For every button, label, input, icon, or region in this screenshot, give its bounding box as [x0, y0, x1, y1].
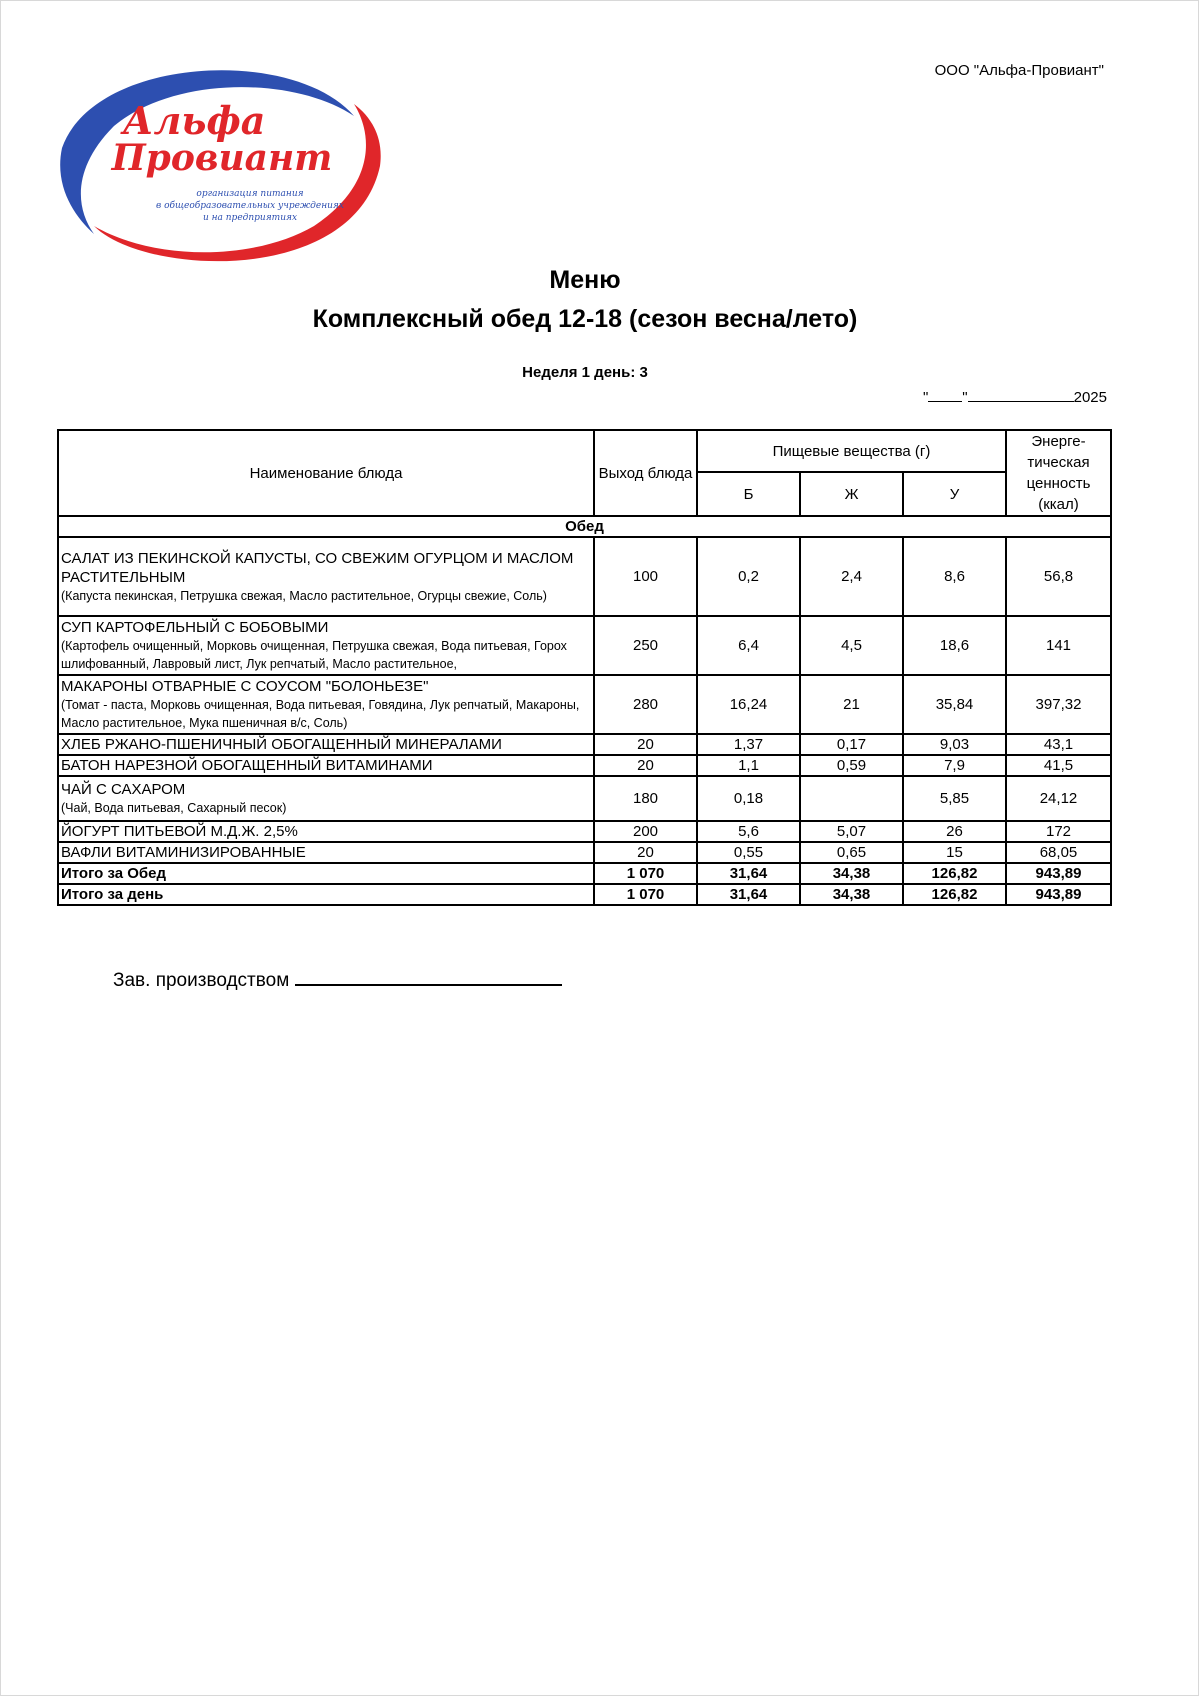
dish-carbs: 35,84 — [903, 675, 1006, 734]
total-carbs: 126,82 — [903, 863, 1006, 884]
menu-table — [57, 429, 1112, 906]
date-day-blank — [928, 387, 962, 402]
dish-output: 20 — [594, 755, 697, 776]
dish-ingredients: (Томат - паста, Морковь очищенная, Вода питьевая, Говядина, Лук репчатый, Макароны, Масло растительное, Мука пшеничная в/с, Соль) — [61, 698, 580, 730]
section-lunch: Обед — [58, 516, 1111, 537]
header-dish-name: Наименование блюда — [58, 430, 594, 516]
dish-kcal: 43,1 — [1006, 734, 1111, 755]
alfa-proviant-logo — [54, 56, 390, 270]
dish-protein: 0,55 — [697, 842, 800, 863]
dish-kcal: 397,32 — [1006, 675, 1111, 734]
dish-output: 100 — [594, 537, 697, 616]
dish-protein: 1,37 — [697, 734, 800, 755]
table-row — [58, 537, 1111, 616]
total-output: 1 070 — [594, 884, 697, 905]
svg-text:Провиант: Провиант — [111, 137, 333, 179]
dish-protein: 16,24 — [697, 675, 800, 734]
table-row — [58, 616, 1111, 675]
page-subtitle: Комплексный обед 12-18 (сезон весна/лето) — [312, 305, 858, 333]
header-fat: Ж — [800, 472, 903, 516]
page-title: Меню — [549, 266, 621, 294]
table-row — [58, 675, 1111, 734]
header-nutrients: Пищевые вещества (г) — [697, 430, 1006, 472]
dish-output: 180 — [594, 776, 697, 821]
dish-fat: 0,65 — [800, 842, 903, 863]
dish-protein: 1,1 — [697, 755, 800, 776]
dish-kcal: 41,5 — [1006, 755, 1111, 776]
header-protein: Б — [697, 472, 800, 516]
dish-ingredients: (Картофель очищенный, Морковь очищенная, Петрушка свежая, Вода питьевая, Горох шлифованный, Лавровый лист, Лук репчатый, Масло растительное, — [61, 639, 567, 671]
dish-fat: 21 — [800, 675, 903, 734]
dish-fat: 4,5 — [800, 616, 903, 675]
total-fat: 34,38 — [800, 884, 903, 905]
dish-carbs: 7,9 — [903, 755, 1006, 776]
dish-fat: 0,59 — [800, 755, 903, 776]
dish-name: ВАФЛИ ВИТАМИНИЗИРОВАННЫЕ — [61, 844, 306, 861]
dish-name: ЧАЙ С САХАРОМ — [61, 781, 186, 798]
dish-carbs: 18,6 — [903, 616, 1006, 675]
week-day-label: Неделя 1 день: 3 — [522, 364, 648, 381]
dish-carbs: 15 — [903, 842, 1006, 863]
date-month-blank — [968, 387, 1074, 402]
svg-text:и на предприятиях: и на предприятиях — [202, 213, 298, 223]
dish-output: 200 — [594, 821, 697, 842]
company-name: ООО "Альфа-Провиант" — [934, 62, 1104, 79]
date-open-quote: " — [922, 389, 929, 406]
dish-kcal: 141 — [1006, 616, 1111, 675]
total-kcal: 943,89 — [1006, 884, 1111, 905]
signature-line — [295, 966, 562, 986]
dish-fat: 2,4 — [800, 537, 903, 616]
dish-kcal: 24,12 — [1006, 776, 1111, 821]
dish-kcal: 56,8 — [1006, 537, 1111, 616]
total-kcal: 943,89 — [1006, 863, 1111, 884]
dish-carbs: 8,6 — [903, 537, 1006, 616]
total-label: Итого за день — [58, 884, 594, 905]
table-row — [58, 776, 1111, 821]
dish-kcal: 68,05 — [1006, 842, 1111, 863]
dish-output: 280 — [594, 675, 697, 734]
table-row — [58, 734, 1111, 755]
date-year: 2025 — [1073, 389, 1107, 406]
table-row — [58, 755, 1111, 776]
header-carbs: У — [903, 472, 1006, 516]
total-carbs: 126,82 — [903, 884, 1006, 905]
total-protein: 31,64 — [697, 884, 800, 905]
dish-output: 250 — [594, 616, 697, 675]
dish-protein: 0,2 — [697, 537, 800, 616]
dish-name: ЙОГУРТ ПИТЬЕВОЙ М.Д.Ж. 2,5% — [61, 823, 298, 840]
dish-fat — [800, 776, 903, 821]
dish-protein: 0,18 — [697, 776, 800, 821]
dish-protein: 5,6 — [697, 821, 800, 842]
dish-name: ХЛЕБ РЖАНО-ПШЕНИЧНЫЙ ОБОГАЩЕННЫЙ МИНЕРАЛАМИ — [61, 736, 502, 753]
signature-label: Зав. производством — [113, 970, 290, 991]
dish-protein: 6,4 — [697, 616, 800, 675]
dish-kcal: 172 — [1006, 821, 1111, 842]
date-line — [923, 387, 1107, 406]
dish-carbs: 5,85 — [903, 776, 1006, 821]
dish-output: 20 — [594, 842, 697, 863]
total-row-lunch — [58, 863, 1111, 884]
dish-name: БАТОН НАРЕЗНОЙ ОБОГАЩЕННЫЙ ВИТАМИНАМИ — [61, 757, 433, 774]
date-close-quote: " — [962, 389, 968, 406]
dish-fat: 0,17 — [800, 734, 903, 755]
dish-name: САЛАТ ИЗ ПЕКИНСКОЙ КАПУСТЫ, СО СВЕЖИМ ОГУРЦОМ И МАСЛОМ РАСТИТЕЛЬНЫМ — [61, 549, 574, 586]
dish-ingredients: (Капуста пекинская, Петрушка свежая, Масло растительное, Огурцы свежие, Соль) — [61, 588, 547, 603]
dish-fat: 5,07 — [800, 821, 903, 842]
total-label: Итого за Обед — [58, 863, 594, 884]
dish-carbs: 26 — [903, 821, 1006, 842]
signature-block — [113, 966, 562, 992]
svg-text:организация питания: организация питания — [196, 189, 304, 199]
total-output: 1 070 — [594, 863, 697, 884]
dish-name: СУП КАРТОФЕЛЬНЫЙ С БОБОВЫМИ — [61, 619, 329, 636]
dish-output: 20 — [594, 734, 697, 755]
svg-text:Альфа: Альфа — [122, 98, 266, 143]
total-fat: 34,38 — [800, 863, 903, 884]
table-row — [58, 842, 1111, 863]
dish-ingredients: (Чай, Вода питьевая, Сахарный песок) — [61, 801, 287, 815]
dish-name: МАКАРОНЫ ОТВАРНЫЕ С СОУСОМ "БОЛОНЬЕЗЕ" — [61, 678, 429, 695]
svg-text:в общеобразовательных учрежден: в общеобразовательных учреждениях — [156, 201, 344, 211]
header-output: Выход блюда — [594, 430, 697, 516]
dish-carbs: 9,03 — [903, 734, 1006, 755]
total-row-day — [58, 884, 1111, 905]
header-energy: Энерге-тическая ценность (ккал) — [1006, 430, 1111, 516]
total-protein: 31,64 — [697, 863, 800, 884]
table-row — [58, 821, 1111, 842]
